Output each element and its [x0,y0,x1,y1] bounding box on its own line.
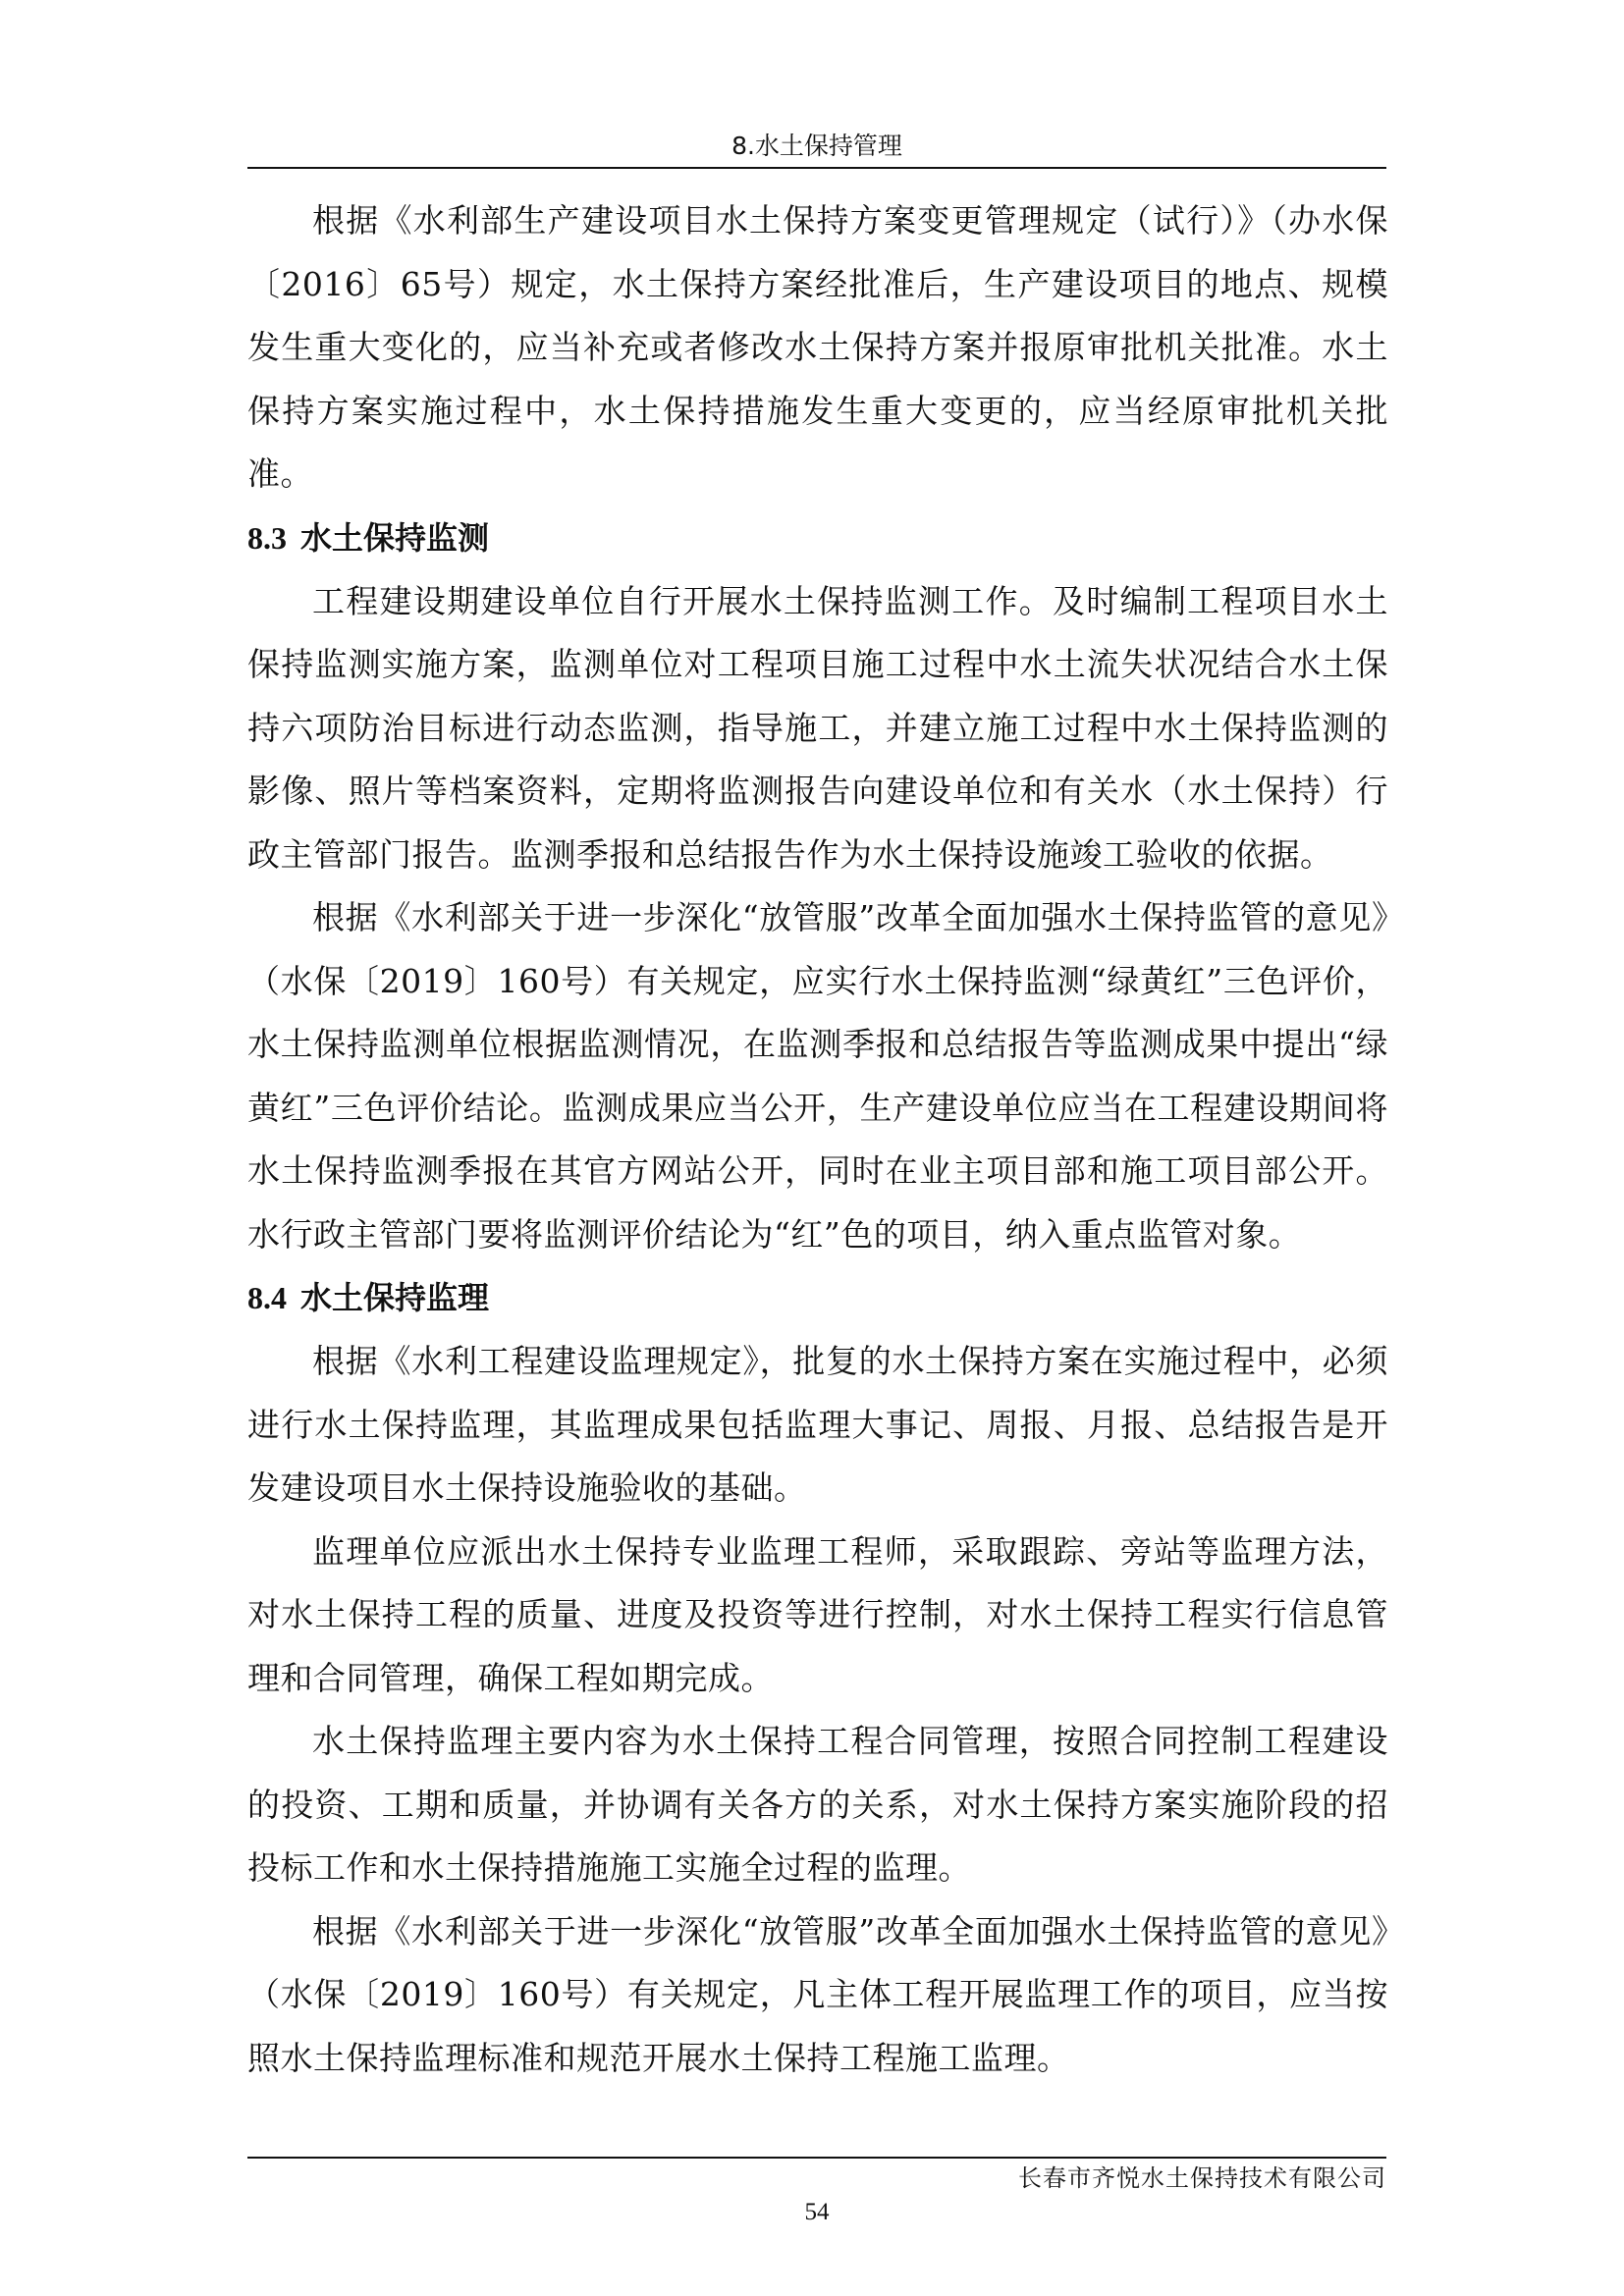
paragraph-plan-change: 根据《水利部生产建设项目水土保持方案变更管理规定（试行）》（办水保〔2016〕65号）规定，水土保持方案经批准后，生产建设项目的地点、规模发生重大变化的，应当补充或者修改水土保持方案并报原审批机关批准。水土保持方案实施过程中，水土保持措施发生重大变更的，应当经原审批机关批准。 [247,201,1388,493]
body-content [247,189,1388,2090]
footer-rule [247,2157,1386,2159]
section-heading-monitoring [247,507,1388,570]
paragraph-supervision-content: 水土保持监理主要内容为水土保持工程合同管理，按照合同控制工程建设的投资、工期和质量，并协调有关各方的关系，对水土保持方案实施阶段的招投标工作和水土保持措施施工实施全过程的监理。 [247,1722,1388,1887]
paragraph-monitoring-evaluation: 根据《水利部关于进一步深化“放管服”改革全面加强水土保持监管的意见》（水保〔2019〕160号）有关规定，应实行水土保持监测“绿黄红”三色评价，水土保持监测单位根据监测情况，在监测季报和总结报告等监测成果中提出“绿黄红”三色评价结论。监测成果应当公开，生产建设单位应当在工程建设期间将水土保持监测季报在其官方网站公开，同时在业主项目部和施工项目部公开。水行政主管部门要将监测评价结论为“红”色的项目，纳入重点监管对象。 [247,898,1388,1254]
running-header-title: 8.水土保持管理 [731,132,902,160]
paragraph-monitoring-work: 工程建设期建设单位自行开展水土保持监测工作。及时编制工程项目水土保持监测实施方案，监测单位对工程项目施工过程中水土流失状况结合水土保持六项防治目标进行动态监测，指导施工，并建立施工过程中水土保持监测的影像、照片等档案资料，定期将监测报告向建设单位和有关水（水土保持）行政主管部门报告。监测季报和总结报告作为水土保持设施竣工验收的依据。 [247,581,1388,874]
footer-company-name: 长春市齐悦水土保持技术有限公司 [1018,2164,1386,2192]
section-number: 8.4 [247,1280,287,1315]
section-number: 8.3 [247,519,287,556]
section-title: 水土保持监测 [300,518,490,557]
paragraph-supervision-policy: 根据《水利部关于进一步深化“放管服”改革全面加强水土保持监管的意见》（水保〔2019〕160号）有关规定，凡主体工程开展监理工作的项目，应当按照水土保持监理标准和规范开展水土保持工程施工监理。 [247,1911,1388,2077]
page-number: 54 [804,2199,830,2225]
section-heading-supervision [247,1266,1388,1330]
section-title: 水土保持监理 [300,1279,490,1316]
header-rule [247,167,1386,169]
paragraph-supervision-unit: 监理单位应派出水土保持专业监理工程师，采取跟踪、旁站等监理方法，对水土保持工程的质量、进度及投资等进行控制，对水土保持工程实行信息管理和合同管理，确保工程如期完成。 [247,1531,1388,1697]
paragraph-supervision-basis: 根据《水利工程建设监理规定》，批复的水土保持方案在实施过程中，必须进行水土保持监理，其监理成果包括监理大事记、周报、月报、总结报告是开发建设项目水土保持设施验收的基础。 [247,1342,1388,1507]
